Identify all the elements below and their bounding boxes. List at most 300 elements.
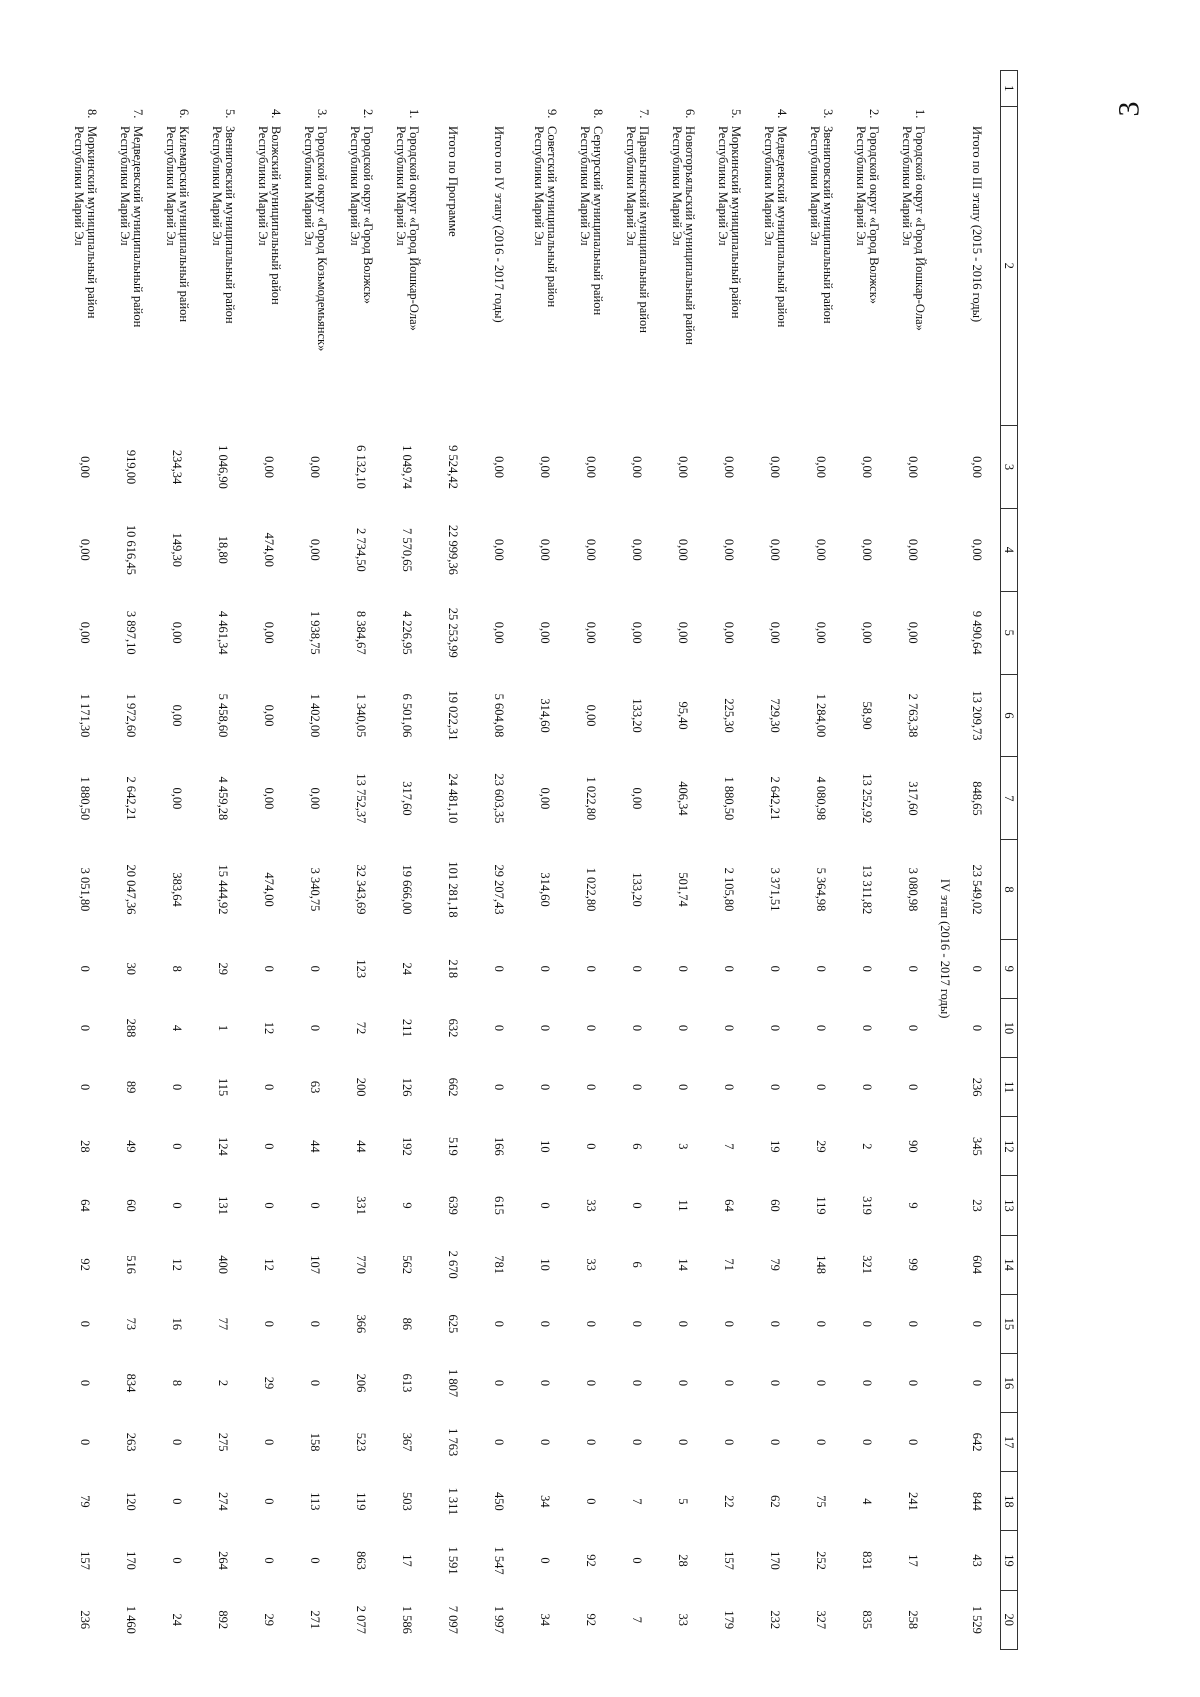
value-cell-col4: 0,00 bbox=[906, 538, 921, 561]
value-cell-col11: 200 bbox=[354, 1077, 369, 1097]
value-cell-col12: 7 bbox=[722, 1143, 737, 1150]
value-cell-col16: 0 bbox=[970, 1379, 985, 1387]
value-cell-col6: 1 284,00 bbox=[814, 693, 829, 738]
value-cell-col11: 0 bbox=[170, 1084, 185, 1091]
value-cell-col15: 16 bbox=[170, 1317, 185, 1331]
value-cell-col6: 0,00 bbox=[262, 704, 277, 727]
value-cell-col15: 0 bbox=[722, 1320, 737, 1327]
table-row bbox=[292, 71, 338, 1650]
value-cell-col9: 0 bbox=[860, 965, 875, 972]
row-name: Медведевский муниципальный район bbox=[775, 126, 789, 328]
value-cell-col15: 0 bbox=[768, 1320, 783, 1327]
column-number-7: 7 bbox=[1001, 757, 1018, 840]
value-cell-col18: 22 bbox=[722, 1495, 737, 1508]
value-cell-col9: 24 bbox=[400, 962, 415, 976]
value-cell-col3: 0,00 bbox=[814, 456, 829, 478]
table-row bbox=[954, 71, 1001, 1650]
column-number-20: 20 bbox=[1001, 1590, 1018, 1649]
value-cell-col7: 24 481,10 bbox=[446, 773, 461, 824]
row-name: Моркинский муниципальный район bbox=[729, 126, 743, 319]
value-cell-col7: 23 603,35 bbox=[492, 773, 507, 824]
value-cell-col7: 317,60 bbox=[400, 781, 415, 816]
value-cell-col3: 9 524,42 bbox=[446, 445, 461, 489]
row-name-cell bbox=[568, 106, 614, 426]
table-row bbox=[568, 71, 614, 1650]
value-cell-col4: 0,00 bbox=[814, 538, 829, 561]
row-name: Новоторъяльский муниципальный район bbox=[683, 126, 697, 345]
value-cell-col20: 232 bbox=[768, 1610, 783, 1630]
value-cell-col18: 503 bbox=[400, 1491, 415, 1511]
row-name: Моркинский муниципальный район bbox=[85, 126, 99, 319]
row-name: Городской округ «Город Йошкар-Ола» bbox=[407, 126, 421, 331]
value-cell-col19: 170 bbox=[124, 1551, 139, 1570]
value-cell-col19: 43 bbox=[970, 1554, 985, 1567]
value-cell-col13: 319 bbox=[860, 1196, 875, 1215]
column-number-14: 14 bbox=[1001, 1235, 1018, 1294]
value-cell-col13: 639 bbox=[446, 1196, 461, 1215]
value-cell-col14: 12 bbox=[170, 1258, 185, 1271]
value-cell-col8: 133,20 bbox=[630, 872, 645, 907]
value-cell-col17: 1 763 bbox=[446, 1428, 461, 1457]
value-cell-col19: 157 bbox=[722, 1551, 737, 1570]
value-cell-col9: 0 bbox=[308, 965, 323, 972]
value-cell-col11: 126 bbox=[400, 1077, 415, 1097]
row-name-cell bbox=[954, 106, 1001, 426]
value-cell-col8: 5 364,98 bbox=[814, 867, 829, 912]
value-cell-col4: 474,00 bbox=[262, 532, 277, 568]
value-cell-col4: 149,30 bbox=[170, 532, 185, 568]
value-cell-col15: 0 bbox=[538, 1320, 553, 1327]
table-row bbox=[752, 71, 798, 1650]
value-cell-col16: 0 bbox=[722, 1379, 737, 1387]
stage-header: IV этап (2016 - 2017 годы) bbox=[938, 878, 953, 1019]
value-cell-col14: 562 bbox=[400, 1255, 415, 1275]
value-cell-col4: 0,00 bbox=[538, 538, 553, 561]
value-cell-col6: 0,00 bbox=[170, 704, 185, 727]
value-cell-col18: 4 bbox=[860, 1498, 875, 1505]
value-cell-col16: 0 bbox=[78, 1379, 93, 1387]
row-index-cell bbox=[954, 71, 1001, 107]
value-cell-col11: 0 bbox=[630, 1084, 645, 1091]
value-cell-col14: 516 bbox=[124, 1255, 139, 1275]
value-cell-col7: 1 880,50 bbox=[78, 776, 93, 821]
row-index: 1. bbox=[407, 109, 421, 119]
value-cell-col13: 23 bbox=[970, 1199, 985, 1212]
row-name-cell bbox=[292, 106, 338, 426]
table-row bbox=[108, 71, 154, 1650]
value-cell-col5: 0,00 bbox=[492, 621, 507, 644]
column-number-13: 13 bbox=[1001, 1176, 1018, 1235]
value-cell-col19: 831 bbox=[860, 1551, 875, 1570]
value-cell-col15: 0 bbox=[584, 1320, 599, 1327]
value-cell-col18: 1 311 bbox=[446, 1487, 461, 1516]
column-number-11: 11 bbox=[1001, 1058, 1018, 1117]
value-cell-col14: 92 bbox=[78, 1258, 93, 1271]
value-cell-col14: 12 bbox=[262, 1258, 277, 1271]
value-cell-col5: 0,00 bbox=[676, 621, 691, 644]
value-cell-col16: 8 bbox=[170, 1379, 185, 1387]
value-cell-col20: 271 bbox=[308, 1610, 323, 1630]
value-cell-col12: 29 bbox=[814, 1140, 829, 1153]
row-name-cell bbox=[246, 106, 292, 426]
row-name-line2: Республики Марий Эл bbox=[762, 126, 776, 246]
value-cell-col11: 0 bbox=[722, 1084, 737, 1091]
value-cell-col3: 0,00 bbox=[262, 456, 277, 478]
value-cell-col13: 11 bbox=[676, 1199, 691, 1212]
value-cell-col20: 29 bbox=[262, 1613, 277, 1627]
value-cell-col8: 20 047,36 bbox=[124, 864, 139, 915]
value-cell-col8: 13 311,82 bbox=[860, 864, 875, 915]
value-cell-col6: 314,60 bbox=[538, 698, 553, 733]
column-number-8: 8 bbox=[1001, 840, 1018, 939]
value-cell-col20: 24 bbox=[170, 1613, 185, 1627]
value-cell-col5: 0,00 bbox=[814, 621, 829, 644]
value-cell-col10: 1 bbox=[216, 1024, 231, 1032]
row-name-line2: Республики Марий Эл bbox=[716, 126, 730, 246]
value-cell-col19: 157 bbox=[78, 1551, 93, 1570]
value-cell-col13: 0 bbox=[308, 1202, 323, 1209]
value-cell-col17: 0 bbox=[630, 1439, 645, 1446]
value-cell-col16: 0 bbox=[676, 1379, 691, 1387]
value-cell-col11: 236 bbox=[970, 1077, 985, 1097]
value-cell-col7: 0,00 bbox=[262, 787, 277, 810]
row-name: Сернурский муниципальный район bbox=[591, 126, 605, 316]
value-cell-col9: 0 bbox=[584, 965, 599, 972]
value-cell-col5: 0,00 bbox=[860, 621, 875, 644]
value-cell-col7: 13 752,37 bbox=[354, 773, 369, 824]
value-cell-col6: 0,00 bbox=[584, 704, 599, 727]
value-cell-col10: 0 bbox=[308, 1024, 323, 1032]
row-name-cell bbox=[660, 106, 706, 426]
value-cell-col5: 0,00 bbox=[78, 621, 93, 644]
value-cell-col11: 89 bbox=[124, 1080, 139, 1094]
value-cell-col4: 0,00 bbox=[768, 538, 783, 561]
value-cell-col7: 848,65 bbox=[970, 781, 985, 816]
value-cell-col8: 3 340,75 bbox=[308, 867, 323, 912]
value-cell-col3: 0,00 bbox=[970, 456, 985, 478]
value-cell-col7: 406,34 bbox=[676, 781, 691, 816]
row-index-cell bbox=[338, 71, 384, 107]
value-cell-col9: 29 bbox=[216, 962, 231, 976]
row-name-line2: Республики Марий Эл bbox=[532, 126, 546, 246]
value-cell-col9: 0 bbox=[78, 965, 93, 972]
value-cell-col20: 892 bbox=[216, 1610, 231, 1630]
value-cell-col16: 1 807 bbox=[446, 1368, 461, 1398]
page-number: 3 bbox=[1112, 101, 1146, 117]
value-cell-col5: 0,00 bbox=[262, 621, 277, 644]
column-number-17: 17 bbox=[1001, 1413, 1018, 1472]
value-cell-col15: 625 bbox=[446, 1314, 461, 1334]
value-cell-col16: 0 bbox=[538, 1379, 553, 1387]
value-cell-col12: 90 bbox=[906, 1140, 921, 1153]
value-cell-col13: 0 bbox=[630, 1202, 645, 1209]
value-cell-col18: 7 bbox=[630, 1498, 645, 1505]
value-cell-col6: 1 402,00 bbox=[308, 693, 323, 738]
value-cell-col14: 770 bbox=[354, 1255, 369, 1275]
row-name-line2: Республики Марий Эл bbox=[118, 126, 132, 246]
value-cell-col18: 120 bbox=[124, 1491, 139, 1511]
value-cell-col19: 0 bbox=[308, 1557, 323, 1564]
row-index-cell bbox=[200, 71, 246, 107]
value-cell-col8: 19 666,00 bbox=[400, 864, 415, 915]
row-name-line2: Республики Марий Эл bbox=[72, 126, 86, 246]
value-cell-col18: 241 bbox=[906, 1491, 921, 1511]
table-row bbox=[246, 71, 292, 1650]
value-cell-col16: 0 bbox=[768, 1379, 783, 1387]
value-cell-col10: 72 bbox=[354, 1021, 369, 1035]
row-name: Итого по III этапу (2015 - 2016 годы) bbox=[970, 126, 985, 323]
value-cell-col7: 2 642,21 bbox=[768, 776, 783, 821]
value-cell-col12: 49 bbox=[124, 1140, 139, 1153]
value-cell-col15: 0 bbox=[970, 1320, 985, 1327]
value-cell-col19: 0 bbox=[170, 1557, 185, 1564]
value-cell-col6: 5 458,60 bbox=[216, 693, 231, 738]
value-cell-col10: 0 bbox=[676, 1024, 691, 1032]
column-number-9: 9 bbox=[1001, 939, 1018, 998]
value-cell-col13: 60 bbox=[124, 1199, 139, 1212]
value-cell-col10: 12 bbox=[262, 1021, 277, 1035]
value-cell-col17: 0 bbox=[584, 1439, 599, 1446]
value-cell-col18: 5 bbox=[676, 1498, 691, 1505]
value-cell-col11: 63 bbox=[308, 1080, 323, 1094]
value-cell-col9: 0 bbox=[768, 965, 783, 972]
value-cell-col12: 2 bbox=[860, 1143, 875, 1150]
value-cell-col15: 0 bbox=[814, 1320, 829, 1327]
value-cell-col19: 1 591 bbox=[446, 1546, 461, 1575]
value-cell-col10: 4 bbox=[170, 1024, 185, 1032]
value-cell-col9: 0 bbox=[538, 965, 553, 972]
value-cell-col16: 206 bbox=[354, 1373, 369, 1393]
value-cell-col19: 28 bbox=[676, 1554, 691, 1567]
value-cell-col20: 236 bbox=[78, 1610, 93, 1630]
value-cell-col6: 1 972,60 bbox=[124, 693, 139, 738]
value-cell-col16: 2 bbox=[216, 1379, 231, 1387]
row-name: Городской округ «Город Волжск» bbox=[867, 126, 881, 305]
value-cell-col10: 0 bbox=[970, 1024, 985, 1032]
row-index: 5. bbox=[729, 109, 743, 119]
value-cell-col20: 7 097 bbox=[446, 1605, 461, 1634]
value-cell-col4: 0,00 bbox=[722, 538, 737, 561]
column-number-5: 5 bbox=[1001, 591, 1018, 674]
value-cell-col5: 4 461,34 bbox=[216, 610, 231, 655]
value-cell-col3: 0,00 bbox=[584, 456, 599, 478]
value-cell-col15: 0 bbox=[78, 1320, 93, 1327]
value-cell-col10: 0 bbox=[78, 1024, 93, 1032]
table-row bbox=[660, 71, 706, 1650]
table-body bbox=[62, 71, 1001, 1650]
row-index: 8. bbox=[591, 109, 605, 119]
value-cell-col13: 331 bbox=[354, 1196, 369, 1215]
value-cell-col7: 2 642,21 bbox=[124, 776, 139, 821]
value-cell-col12: 192 bbox=[400, 1136, 415, 1156]
value-cell-col14: 79 bbox=[768, 1258, 783, 1271]
value-cell-col7: 13 252,92 bbox=[860, 773, 875, 824]
value-cell-col8: 1 022,80 bbox=[584, 867, 599, 912]
data-table bbox=[62, 70, 1018, 1650]
value-cell-col6: 5 604,08 bbox=[492, 693, 507, 738]
row-name-cell bbox=[200, 106, 246, 426]
value-cell-col13: 64 bbox=[78, 1199, 93, 1212]
value-cell-col20: 179 bbox=[722, 1610, 737, 1630]
value-cell-col11: 0 bbox=[860, 1084, 875, 1091]
value-cell-col6: 1 340,05 bbox=[354, 693, 369, 738]
value-cell-col16: 0 bbox=[584, 1379, 599, 1387]
value-cell-col17: 0 bbox=[492, 1439, 507, 1446]
value-cell-col12: 0 bbox=[262, 1143, 277, 1150]
value-cell-col15: 0 bbox=[676, 1320, 691, 1327]
table-row bbox=[798, 71, 844, 1650]
value-cell-col11: 115 bbox=[216, 1078, 231, 1097]
value-cell-col14: 99 bbox=[906, 1258, 921, 1271]
value-cell-col5: 0,00 bbox=[170, 621, 185, 644]
table-row bbox=[614, 71, 660, 1650]
value-cell-col18: 0 bbox=[170, 1498, 185, 1505]
row-name-line2: Республики Марий Эл bbox=[164, 126, 178, 246]
value-cell-col12: 345 bbox=[970, 1136, 985, 1156]
value-cell-col18: 62 bbox=[768, 1495, 783, 1508]
row-name: Итого по Программе bbox=[446, 126, 461, 237]
value-cell-col16: 0 bbox=[906, 1379, 921, 1387]
value-cell-col20: 2 077 bbox=[354, 1605, 369, 1634]
table-row bbox=[844, 71, 890, 1650]
value-cell-col17: 158 bbox=[308, 1432, 323, 1452]
value-cell-col20: 1 586 bbox=[400, 1605, 415, 1634]
value-cell-col14: 10 bbox=[538, 1258, 553, 1271]
value-cell-col20: 33 bbox=[676, 1613, 691, 1627]
value-cell-col5: 4 226,95 bbox=[400, 610, 415, 655]
column-number-row bbox=[1001, 71, 1018, 1650]
value-cell-col13: 615 bbox=[492, 1196, 507, 1215]
value-cell-col4: 0,00 bbox=[78, 538, 93, 561]
value-cell-col6: 1 171,30 bbox=[78, 693, 93, 738]
value-cell-col11: 0 bbox=[584, 1084, 599, 1091]
stage-spacer bbox=[936, 1058, 954, 1650]
row-name: Звениговский муниципальный район bbox=[821, 126, 835, 324]
row-name-cell bbox=[384, 106, 430, 426]
value-cell-col13: 0 bbox=[262, 1202, 277, 1209]
value-cell-col17: 0 bbox=[676, 1439, 691, 1446]
value-cell-col15: 0 bbox=[492, 1320, 507, 1327]
column-number-15: 15 bbox=[1001, 1294, 1018, 1353]
value-cell-col12: 6 bbox=[630, 1143, 645, 1150]
row-name-cell bbox=[890, 106, 936, 426]
row-index-cell bbox=[154, 71, 200, 107]
value-cell-col20: 258 bbox=[906, 1610, 921, 1630]
value-cell-col5: 8 384,67 bbox=[354, 610, 369, 655]
row-name-cell bbox=[844, 106, 890, 426]
value-cell-col8: 3 051,80 bbox=[78, 867, 93, 912]
table-row bbox=[476, 71, 522, 1650]
value-cell-col15: 366 bbox=[354, 1314, 369, 1334]
row-index: 5. bbox=[223, 109, 237, 119]
row-name-cell bbox=[430, 106, 476, 426]
table-row bbox=[338, 71, 384, 1650]
value-cell-col20: 835 bbox=[860, 1610, 875, 1630]
value-cell-col19: 1 547 bbox=[492, 1546, 507, 1575]
value-cell-col17: 0 bbox=[768, 1439, 783, 1446]
value-cell-col19: 0 bbox=[630, 1557, 645, 1564]
value-cell-col4: 10 616,45 bbox=[124, 524, 139, 575]
value-cell-col19: 0 bbox=[262, 1557, 277, 1564]
row-index: 7. bbox=[637, 109, 651, 119]
value-cell-col6: 6 501,06 bbox=[400, 693, 415, 738]
stage-spacer bbox=[936, 71, 954, 840]
value-cell-col9: 8 bbox=[170, 965, 185, 972]
value-cell-col10: 0 bbox=[768, 1024, 783, 1032]
value-cell-col13: 33 bbox=[584, 1199, 599, 1212]
table-row bbox=[200, 71, 246, 1650]
value-cell-col14: 6 bbox=[630, 1261, 645, 1268]
value-cell-col8: 32 343,69 bbox=[354, 864, 369, 915]
value-cell-col8: 2 105,80 bbox=[722, 867, 737, 912]
column-number-6: 6 bbox=[1001, 674, 1018, 757]
row-index-cell bbox=[660, 71, 706, 107]
value-cell-col17: 263 bbox=[124, 1432, 139, 1452]
value-cell-col9: 30 bbox=[124, 962, 139, 976]
value-cell-col3: 6 132,10 bbox=[354, 445, 369, 489]
row-index: 4. bbox=[775, 109, 789, 119]
value-cell-col20: 7 bbox=[630, 1616, 645, 1623]
row-name: Звениговский муниципальный район bbox=[223, 126, 237, 324]
value-cell-col3: 0,00 bbox=[860, 456, 875, 478]
value-cell-col6: 95,40 bbox=[676, 701, 691, 730]
row-name-cell bbox=[614, 106, 660, 426]
row-index-cell bbox=[476, 71, 522, 107]
value-cell-col6: 19 022,31 bbox=[446, 690, 461, 741]
row-name-line2: Республики Марий Эл bbox=[624, 126, 638, 246]
value-cell-col6: 58,90 bbox=[860, 701, 875, 730]
value-cell-col10: 0 bbox=[814, 1024, 829, 1032]
value-cell-col3: 0,00 bbox=[538, 456, 553, 478]
value-cell-col10: 0 bbox=[492, 1024, 507, 1032]
value-cell-col11: 0 bbox=[768, 1084, 783, 1091]
value-cell-col13: 131 bbox=[216, 1196, 231, 1215]
value-cell-col6: 2 763,38 bbox=[906, 693, 921, 738]
row-name-line2: Республики Марий Эл bbox=[808, 126, 822, 246]
row-index: 7. bbox=[131, 109, 145, 119]
value-cell-col10: 0 bbox=[722, 1024, 737, 1032]
value-cell-col9: 0 bbox=[492, 965, 507, 972]
value-cell-col20: 1 460 bbox=[124, 1605, 139, 1634]
row-name-cell bbox=[522, 106, 568, 426]
table-row bbox=[522, 71, 568, 1650]
value-cell-col8: 501,74 bbox=[676, 872, 691, 907]
value-cell-col3: 0,00 bbox=[78, 456, 93, 478]
row-index-cell bbox=[430, 71, 476, 107]
value-cell-col14: 321 bbox=[860, 1255, 875, 1275]
row-index: 1. bbox=[913, 109, 927, 119]
value-cell-col20: 1 997 bbox=[492, 1605, 507, 1634]
row-name-line2: Республики Марий Эл bbox=[394, 126, 408, 246]
value-cell-col8: 3 371,51 bbox=[768, 867, 783, 912]
row-index: 8. bbox=[85, 109, 99, 119]
value-cell-col15: 0 bbox=[630, 1320, 645, 1327]
value-cell-col15: 0 bbox=[262, 1320, 277, 1327]
value-cell-col3: 919,00 bbox=[124, 449, 139, 485]
row-name: Городской округ «Город Йошкар-Ола» bbox=[913, 126, 927, 331]
row-index-cell bbox=[522, 71, 568, 107]
value-cell-col17: 0 bbox=[860, 1439, 875, 1446]
row-name-line2: Республики Марий Эл bbox=[210, 126, 224, 246]
value-cell-col9: 0 bbox=[262, 965, 277, 972]
value-cell-col16: 29 bbox=[262, 1376, 277, 1390]
value-cell-col12: 44 bbox=[308, 1140, 323, 1153]
value-cell-col14: 400 bbox=[216, 1255, 231, 1275]
value-cell-col7: 0,00 bbox=[630, 787, 645, 810]
value-cell-col17: 0 bbox=[262, 1439, 277, 1446]
value-cell-col9: 0 bbox=[814, 965, 829, 972]
value-cell-col10: 0 bbox=[538, 1024, 553, 1032]
